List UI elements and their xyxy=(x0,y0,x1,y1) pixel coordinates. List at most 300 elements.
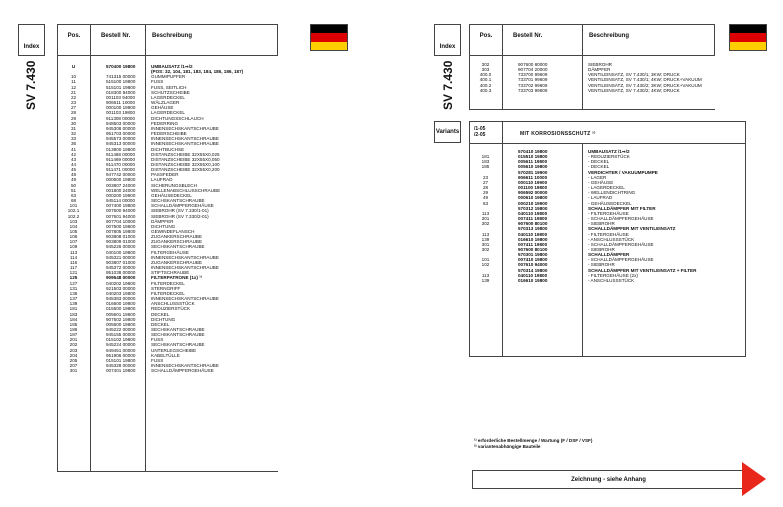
description-cell: UNTERLEGSCHEIBE xyxy=(151,347,197,353)
table-bottom-border xyxy=(469,109,715,110)
pos-cell: 41 xyxy=(70,146,77,152)
bestell-nr-cell: 907502 19800 xyxy=(106,316,136,322)
bestell-nr-cell: 947742 00000 xyxy=(106,172,136,178)
description-cell: INNENSECHSKANTSCHRAUBE xyxy=(151,363,219,369)
pos-cell: 125 xyxy=(69,275,78,281)
pos-cell: 27 xyxy=(482,179,489,185)
bestell-nr-cell: 005611 19800 xyxy=(518,159,548,165)
bestell-nr-cell: 945321 00000 xyxy=(106,254,136,260)
bestell-nr-cell: 018300 94000 xyxy=(106,89,136,95)
bestell-nr-cell: 016600 19800 xyxy=(106,301,136,307)
description-cell: SCHALLDÄMPFERGEHÄUSE xyxy=(151,203,214,209)
description-cell: DISTANZSCHEIBE 32X55X0,100 xyxy=(151,161,220,167)
bestell-nr-cell: 911469 00000 xyxy=(106,156,136,162)
arrow-right-icon[interactable] xyxy=(742,462,766,496)
pos-cell: 30 xyxy=(70,120,77,126)
pos-cell: 181 xyxy=(481,154,490,160)
description-cell: - LAGERDECKEL xyxy=(588,185,625,191)
bestell-nr-cell: 948503 00000 xyxy=(106,120,136,126)
bestell-nr-cell: 570400 19800 xyxy=(106,64,136,69)
pos-cell: 203 xyxy=(69,347,78,353)
bestell-nr-cell: 015510 19800 xyxy=(518,154,548,160)
variants-header-divider xyxy=(469,143,746,144)
pos-cell: 103 xyxy=(69,218,78,224)
bestell-nr-cell: 040110 19800 xyxy=(518,231,548,237)
pos-cell: 27 xyxy=(70,105,77,111)
description-cell: DISTANZSCHEIBE 32X55X0,050 xyxy=(151,156,220,162)
description-cell: DISTANZSCHEIBE 32X55X0,200 xyxy=(151,167,220,173)
german-flag-icon xyxy=(729,24,767,51)
pos-cell: 23 xyxy=(482,174,489,180)
description-cell: LAGERDECKEL xyxy=(151,110,185,116)
table-bottom-border xyxy=(57,471,278,472)
bestell-nr-cell: 007400 19800 xyxy=(106,203,136,209)
variants-box[interactable] xyxy=(434,121,461,143)
beschreibung-header-left: Beschreibung xyxy=(145,24,278,56)
bestell-nr-cell: 015500 19800 xyxy=(106,306,136,312)
pos-cell: 32 xyxy=(70,131,77,137)
bestell-nr-cell: 001100 19800 xyxy=(518,185,548,191)
index-box-left[interactable] xyxy=(18,24,45,56)
description-cell: GEHÄUSE xyxy=(151,105,174,111)
pos-cell: 68 xyxy=(70,198,77,204)
pos-cell: 302 xyxy=(481,221,490,227)
description-cell: FUSS xyxy=(151,79,164,85)
description-cell: - FILTERGEHÄUSE xyxy=(588,210,629,216)
description-cell: KABELTÜLLE xyxy=(151,352,180,358)
pos-cell: 187 xyxy=(69,332,78,338)
table-row xyxy=(469,278,744,283)
bestell-nr-cell: 945313 00000 xyxy=(106,141,136,147)
bestell-nr-cell: 907600 80100 xyxy=(518,221,548,227)
description-cell: WÄLZLAGER xyxy=(151,100,180,106)
bestell-nr-cell: 945114 00000 xyxy=(106,198,136,204)
description-cell: (POS: 32, 104, 181, 183, 184, 185, 186, 187) xyxy=(151,69,244,75)
description-cell: - SIEBROHR xyxy=(588,246,615,252)
pos-cell: 102.2 xyxy=(67,213,80,219)
description-cell: ZUGANKERSCHRAUBE xyxy=(151,234,203,240)
pos-cell: 104 xyxy=(69,223,78,229)
description-cell: INNENSECHSKANTSCHRAUBE xyxy=(151,254,219,260)
pos-cell: 42 xyxy=(70,151,77,157)
pos-cell: 63 xyxy=(482,200,489,206)
pos-cell: 185 xyxy=(481,164,490,170)
description-cell: LAUFRAD xyxy=(151,177,173,183)
pos-cell: 106 xyxy=(69,234,78,240)
model-label-right: SV 7.430 xyxy=(441,60,455,110)
bestell-nr-cell: 951906 00000 xyxy=(106,352,136,358)
bestell-nr-cell: 005601 19800 xyxy=(106,311,136,317)
pos-cell: 113 xyxy=(481,210,490,216)
description-cell: ANSCHLUSSSTÜCK xyxy=(151,301,195,307)
description-cell: FEDERRING xyxy=(151,120,179,126)
bestell-nr-cell: 000100 19900 xyxy=(106,105,136,111)
description-cell: - SCHALLDÄMPFERGEHÄUSE xyxy=(588,241,654,247)
description-cell: GEHÄUSEDECKEL xyxy=(151,192,192,198)
bestell-nr-cell: 007401 19800 xyxy=(106,368,136,374)
pos-cell: 136 xyxy=(69,290,78,296)
bestell-nr-cell: 001800 24000 xyxy=(106,187,136,193)
description-cell: SCHALLDÄMPFER MIT VENTILEINSATZ + FILTER xyxy=(588,267,697,273)
bestell-nr-cell: 951703 00000 xyxy=(106,131,136,137)
pos-cell: 117 xyxy=(69,265,78,271)
bestell-nr-cell: 007601 94000 xyxy=(106,213,136,219)
bestell-nr-cell: 903807 01000 xyxy=(106,259,136,265)
bestell-nr-cell: 907704 10000 xyxy=(106,218,136,224)
pos-cell: 107 xyxy=(69,239,78,245)
pos-header-left: Pos. xyxy=(57,24,91,56)
pos-cell: 301 xyxy=(481,216,490,222)
bestell-nr-cell: 016610 19800 xyxy=(518,236,548,242)
description-cell: LAGERDECKEL xyxy=(151,94,185,100)
pos-cell: 400.3 xyxy=(479,87,492,93)
pos-cell: 302 xyxy=(481,246,490,252)
pos-cell: 21 xyxy=(70,89,77,95)
pos-cell: 114 xyxy=(69,254,78,260)
bestell-nr-cell: 733703 99609 xyxy=(518,87,548,93)
description-cell: - FILTERGEHÄUSE (2x) xyxy=(588,272,638,278)
pos-cell: 181 xyxy=(69,306,78,312)
bestell-nr-cell: 007500 19800 xyxy=(106,223,136,229)
description-cell: - ANSCHLUSSSTÜCK xyxy=(588,236,635,242)
bestell-nr-cell: 570301 19800 xyxy=(518,252,548,258)
bestell-nr-cell: 906592 00000 xyxy=(518,190,548,196)
description-cell: SIEBROHR xyxy=(588,62,612,67)
bestell-nr-cell: 945372 00000 xyxy=(106,265,136,271)
description-cell: - FILTERGEHÄUSE xyxy=(588,231,629,237)
description-cell: WELLENABSCHLUSSCHRAUBE xyxy=(151,187,221,193)
pos-cell: 116 xyxy=(69,259,78,265)
bestell-nr-cell: 007805 19800 xyxy=(106,229,136,234)
pos-cell: 51 xyxy=(70,187,77,193)
bestell-nr-cell: 907600 80000 xyxy=(518,62,548,67)
description-cell: INNENSECHSKANTSCHRAUBE xyxy=(151,265,219,271)
description-cell: DECKEL xyxy=(151,311,170,317)
pos-cell: 185 xyxy=(69,321,78,327)
pos-cell: 10 xyxy=(70,74,77,80)
bestell-nr-cell: 906611 10000 xyxy=(106,100,136,106)
bestell-nr-cell: 570314 19800 xyxy=(518,267,548,273)
pos-cell: 31 xyxy=(70,125,77,131)
description-cell: DICHTBUCHSE xyxy=(151,146,185,152)
pos-cell: 50 xyxy=(70,182,77,188)
bestell-nr-cell: 007610 94000 xyxy=(518,262,548,268)
description-cell: VENTILEINSATZ, SV 7.430/1; 4KW; DRUCK+VAKUUM xyxy=(588,77,702,83)
description-cell: SICHERUNGSBLECH xyxy=(151,182,197,188)
pos-cell: 29 xyxy=(70,115,77,121)
german-flag-icon xyxy=(310,24,348,51)
bestell-nr-cell: 907600 80100 xyxy=(518,246,548,252)
description-cell: DECKEL xyxy=(151,321,170,327)
description-cell: DÄMPFER xyxy=(588,67,611,73)
drawing-link-label: Zeichnung - siehe Anhang xyxy=(571,476,646,483)
bestell-header-right: Bestell Nr. xyxy=(502,24,583,56)
description-cell: - SIEBROHR xyxy=(588,262,615,268)
pos-cell: 33 xyxy=(70,136,77,142)
table-row xyxy=(57,368,295,373)
pos-cell: 302 xyxy=(481,62,490,67)
description-cell: FUSS xyxy=(151,337,164,343)
bestell-nr-cell: 911468 00000 xyxy=(106,151,136,157)
drawing-link-button[interactable] xyxy=(472,470,745,489)
description-cell: FILTERDECKEL xyxy=(151,290,185,296)
pos-cell: 183 xyxy=(69,311,78,317)
pos-cell: 101 xyxy=(481,257,490,263)
pos-cell: 139 xyxy=(481,236,490,242)
pos-cell: 113 xyxy=(481,231,490,237)
description-cell: FUSS, SEITLICH xyxy=(151,84,187,90)
pos-cell: 184 xyxy=(69,316,78,322)
pos-cell: 22 xyxy=(70,94,77,100)
bestell-nr-cell: 945328 00000 xyxy=(106,363,136,369)
pos-cell: 102 xyxy=(481,262,490,268)
description-cell: - ANSCHLUSSSTÜCK xyxy=(588,277,635,283)
description-cell: REDUZIERSTÜCK xyxy=(151,306,191,312)
description-cell: SECHSKANTSCHRAUBE xyxy=(151,198,205,204)
description-cell: DICHTUNGSSCHLAUCH xyxy=(151,115,204,121)
description-cell: STERNGRIFF xyxy=(151,285,181,291)
bestell-nr-cell: 949451 00000 xyxy=(106,347,136,353)
bestell-nr-cell: 016610 19800 xyxy=(518,277,548,283)
pos-cell: 204 xyxy=(69,352,78,358)
pos-cell: 44 xyxy=(70,161,77,167)
pos-cell: 105 xyxy=(69,229,78,234)
pos-cell: 29 xyxy=(482,190,489,196)
bestell-nr-cell: 906611 10000 xyxy=(518,174,548,180)
description-cell: SCHUTZSCHEIBE xyxy=(151,89,190,95)
bestell-nr-cell: 515100 19800 xyxy=(106,79,136,85)
pos-cell: 400.1 xyxy=(479,77,492,83)
description-cell: INNENSECHSKANTSCHRAUBE xyxy=(151,141,219,147)
bestell-nr-cell: 907704 20000 xyxy=(518,67,548,73)
bestell-nr-cell: 951038 00000 xyxy=(106,270,136,276)
description-cell: - GEHÄUSEDECKEL xyxy=(588,200,632,206)
description-cell: - GEHÄUSE xyxy=(588,179,614,185)
footnote-2: ²⁾ variantenabhängige Bauteile xyxy=(474,444,541,449)
description-cell: FILTERDECKEL xyxy=(151,280,185,286)
footnote-1: ¹⁾ erforderliche Bestellmenge / Wartung (F / DSF / VSF) xyxy=(474,438,593,443)
description-cell: FEDERSCHEIBE xyxy=(151,131,187,137)
bestell-nr-cell: 001103 94000 xyxy=(106,94,136,100)
pos-cell: 207 xyxy=(69,363,78,369)
bestell-nr-cell: 733700 99609 xyxy=(518,72,548,78)
pos-cell: 49 xyxy=(70,177,77,183)
description-cell: SECHSKANTSCHRAUBE xyxy=(151,342,205,348)
bestell-nr-cell: 903808 01000 xyxy=(106,234,136,240)
description-cell: SECHSKANTSCHRAUBE xyxy=(151,332,205,338)
pos-cell: 48 xyxy=(70,172,77,178)
bestell-nr-cell: 040203 19800 xyxy=(106,290,136,296)
description-cell: DISTANZSCHEIBE 32X55X0,025 xyxy=(151,151,220,157)
bestell-nr-cell: 005600 19800 xyxy=(106,321,136,327)
bestell-nr-cell: 945383 00000 xyxy=(106,296,136,302)
pos-cell: 301 xyxy=(69,368,78,374)
description-cell: UMBAUSATZ /1⇒/2 xyxy=(588,149,630,154)
bestell-nr-cell: 733701 99609 xyxy=(518,77,548,83)
bestell-header-left: Bestell Nr. xyxy=(90,24,146,56)
index-label: Index xyxy=(439,44,456,50)
bestell-nr-cell: 911470 00000 xyxy=(106,161,136,167)
pos-cell: U xyxy=(71,64,76,69)
description-cell: INNENSECHSKANTSCHRAUBE xyxy=(151,136,219,142)
pos-cell: 101 xyxy=(69,203,78,209)
variants-code: /1-05 /2-05 xyxy=(474,126,486,138)
bestell-nr-cell: 945308 00000 xyxy=(106,125,136,131)
description-cell: DICHTUNG xyxy=(151,223,176,229)
bestell-nr-cell: 007411 19800 xyxy=(518,216,548,222)
pos-cell: 109 xyxy=(69,244,78,250)
bestell-nr-cell: 515101 19800 xyxy=(106,84,136,90)
bestell-nr-cell: 007600 94000 xyxy=(106,208,136,214)
description-cell: VENTILEINSATZ, SV 7.430/2; 3KW; DRUCK+VAKUUM xyxy=(588,82,702,88)
bestell-nr-cell: 015101 19800 xyxy=(106,357,136,363)
index-box-right[interactable] xyxy=(434,24,461,56)
description-cell: SCHALLDÄMPFERGEHÄUSE xyxy=(151,368,214,374)
pos-cell: 186 xyxy=(69,326,78,332)
table-row xyxy=(469,88,742,93)
description-cell: ZUGANKERSCHRAUBE xyxy=(151,259,203,265)
bestell-nr-cell: 909548 00000 xyxy=(106,275,136,281)
description-cell: SCHALLDÄMPFER xyxy=(588,252,630,258)
beschreibung-header-right: Beschreibung xyxy=(582,24,715,56)
bestell-nr-cell: 911471 00000 xyxy=(106,167,136,173)
variants-label: Variants xyxy=(435,129,460,135)
bestell-nr-cell: 003807 24000 xyxy=(106,182,136,188)
description-cell: GEWINDEFLANSCH xyxy=(151,229,195,234)
description-cell: INNENSECHSKANTSCHRAUBE xyxy=(151,296,219,302)
description-cell: FUSS xyxy=(151,357,164,363)
description-cell: - WELLENDICHTRING xyxy=(588,190,636,196)
description-cell: SIEBROHR (SV 7.330/2-01) xyxy=(151,213,209,219)
description-cell: VENTILEINSATZ, SV 7.430/2; 4KW; DRUCK xyxy=(588,87,680,93)
index-label: Index xyxy=(23,44,40,50)
pos-cell: 201 xyxy=(69,337,78,343)
pos-cell: 45 xyxy=(70,167,77,173)
pos-cell: 303 xyxy=(481,67,490,73)
pos-cell: 400.2 xyxy=(479,82,492,88)
bestell-nr-cell: 000210 19900 xyxy=(518,200,548,206)
pos-cell: 28 xyxy=(482,185,489,191)
pos-cell: 113 xyxy=(481,272,490,278)
bestell-nr-cell: 005610 19800 xyxy=(518,164,548,170)
bestell-nr-cell: 903809 01000 xyxy=(106,239,136,245)
bestell-nr-cell: 040110 19800 xyxy=(518,210,548,216)
pos-cell: 113 xyxy=(69,249,78,255)
bestell-nr-cell: 741315 00000 xyxy=(106,74,136,80)
description-cell: PASSFEDER xyxy=(151,172,179,178)
bestell-nr-cell: 945226 00000 xyxy=(106,244,136,250)
description-cell: STIFTSCHRAUBE xyxy=(151,270,190,276)
description-cell: SCHALLDÄMPFER MIT FILTER xyxy=(588,205,656,211)
description-cell: FILTERGEHÄUSE xyxy=(151,249,189,255)
pos-cell: 202 xyxy=(69,342,78,348)
variants-list xyxy=(469,149,744,283)
bestell-nr-cell: 570281 19900 xyxy=(518,169,548,175)
pos-cell: 11 xyxy=(71,79,76,85)
pos-cell: 131 xyxy=(69,285,78,291)
bestell-nr-cell: 570410 19800 xyxy=(518,149,548,154)
description-cell: VERDICHTER / VAKUUMPUMPE xyxy=(588,169,658,175)
pos-cell: 139 xyxy=(69,301,78,307)
bestell-nr-cell: 040100 19800 xyxy=(106,249,136,255)
bestell-nr-cell: 570312 19800 xyxy=(518,205,548,211)
pos-cell: 127 xyxy=(69,280,78,286)
description-cell: SCHALLDÄMPFER MIT VENTILEINSATZ xyxy=(588,226,676,232)
description-cell: - SCHALLDÄMPFERGEHÄUSE xyxy=(588,257,654,263)
bestell-nr-cell: 921503 00000 xyxy=(106,285,136,291)
pos-cell: 12 xyxy=(70,84,77,90)
bestell-nr-cell: 013900 19800 xyxy=(106,146,136,152)
bestell-nr-cell: 040202 19800 xyxy=(106,280,136,286)
bestell-nr-cell: 570313 19800 xyxy=(518,226,548,232)
description-cell: - DECKEL xyxy=(588,164,610,170)
description-cell: DÄMPFER xyxy=(151,218,174,224)
bestell-nr-cell: 000600 19800 xyxy=(106,177,136,183)
pos-cell: 301 xyxy=(481,241,490,247)
parts-list-left xyxy=(57,64,295,373)
bestell-nr-cell: 945155 00000 xyxy=(106,332,136,338)
bestell-nr-cell: 945222 00000 xyxy=(106,326,136,332)
bestell-nr-cell: 001103 19800 xyxy=(106,110,136,116)
pos-cell: 23 xyxy=(70,100,77,106)
parts-list-right xyxy=(469,62,742,93)
description-cell: FILTERPATRONE (1x) ¹⁾ xyxy=(151,275,202,281)
description-cell: GUMMIPUFFER xyxy=(151,74,186,80)
bestell-nr-cell: 040110 19800 xyxy=(518,272,548,278)
description-cell: - SCHALLDÄMPFERGEHÄUSE xyxy=(588,216,654,222)
pos-cell: 400.0 xyxy=(479,72,492,78)
bestell-nr-cell: 945224 00000 xyxy=(106,342,136,348)
description-cell: DICHTUNG xyxy=(151,316,176,322)
description-cell: - LAUFRAD xyxy=(588,195,613,201)
pos-cell: 63 xyxy=(70,192,77,198)
description-cell: - SIEBROHR xyxy=(588,221,615,227)
pos-cell: 28 xyxy=(70,110,77,116)
pos-cell: 102.1 xyxy=(67,208,80,214)
description-cell: ZUGANKERSCHRAUBE xyxy=(151,239,203,245)
bestell-nr-cell: 000110 19900 xyxy=(518,179,548,185)
pos-cell: 137 xyxy=(69,296,78,302)
pos-cell: 121 xyxy=(69,270,78,276)
description-cell: SECHSKANTSCHRAUBE xyxy=(151,326,205,332)
bestell-nr-cell: 945573 00000 xyxy=(106,136,136,142)
pos-cell: 49 xyxy=(482,195,489,201)
variants-title: MIT KORROSIONSSCHUTZ ²⁾ xyxy=(520,131,596,137)
description-cell: - LAGER xyxy=(588,174,607,180)
bestell-nr-cell: 000200 19900 xyxy=(106,192,136,198)
pos-cell: 36 xyxy=(70,141,77,147)
bestell-nr-cell: 007410 19800 xyxy=(518,257,548,263)
description-cell: SECHSKANTSCHRAUBE xyxy=(151,244,205,250)
pos-header-right: Pos. xyxy=(469,24,503,56)
pos-cell: 139 xyxy=(481,277,490,283)
description-cell: - DECKEL xyxy=(588,159,610,165)
description-cell: SIEBROHR (SV 7.330/1-01) xyxy=(151,208,209,214)
bestell-nr-cell: 015102 19800 xyxy=(106,337,136,343)
bestell-nr-cell: 000610 19800 xyxy=(518,195,548,201)
bestell-nr-cell: 733702 99609 xyxy=(518,82,548,88)
bestell-nr-cell: 007411 19800 xyxy=(518,241,548,247)
description-cell: INNENSECHSKANTSCHRAUBE xyxy=(151,125,219,131)
pos-cell: 205 xyxy=(69,357,78,363)
bestell-nr-cell: 911308 00000 xyxy=(106,115,136,121)
pos-cell: 183 xyxy=(481,159,490,165)
description-cell: VENTILEINSATZ, SV 7.430/1; 3KW; DRUCK xyxy=(588,72,680,78)
model-label-left: SV 7.430 xyxy=(24,60,38,110)
pos-cell: 43 xyxy=(70,156,77,162)
description-cell: - REDUZIERSTÜCK xyxy=(588,154,630,160)
description-cell: UMBAUSATZ /1⇒/2 xyxy=(151,64,193,69)
